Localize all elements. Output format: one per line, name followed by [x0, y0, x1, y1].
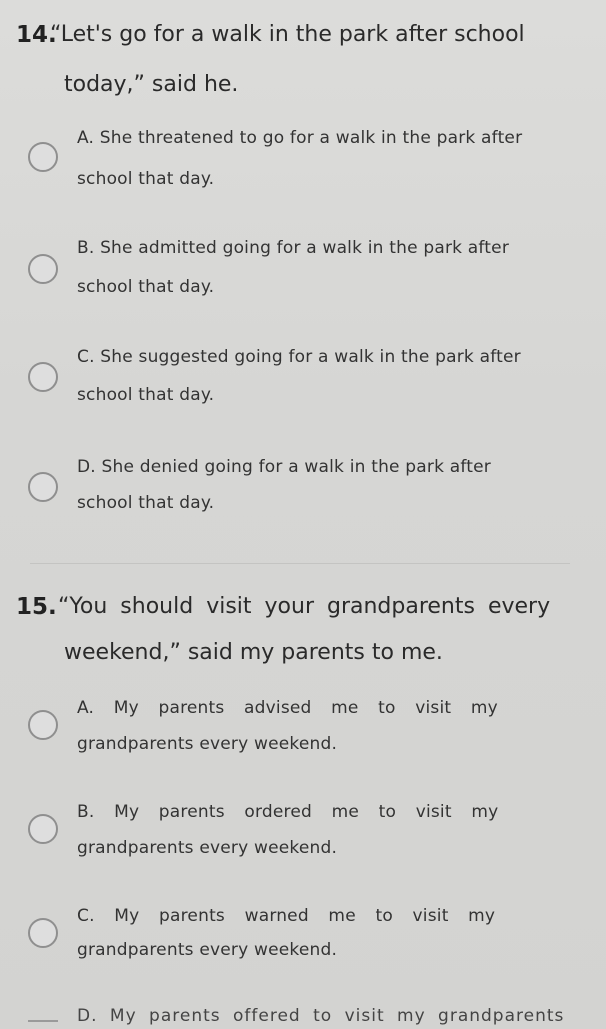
- question-number: 15.: [16, 594, 57, 620]
- option-label: C. My parents warned me to visit my: [77, 906, 496, 926]
- radio-button[interactable]: [28, 710, 58, 740]
- question-divider: [30, 563, 570, 564]
- option-15-a[interactable]: [0, 690, 606, 790]
- option-label: school that day.: [77, 493, 215, 513]
- option-label: C. She suggested going for a walk in the park after: [77, 347, 521, 367]
- option-14-b[interactable]: [0, 232, 606, 332]
- question-prompt-line: “You should visit your grandparents every: [58, 594, 551, 619]
- option-label: school that day.: [77, 385, 215, 405]
- option-label: school that day.: [77, 169, 215, 189]
- question-prompt-line: weekend,” said my parents to me.: [64, 640, 443, 665]
- option-14-c[interactable]: [0, 342, 606, 442]
- option-label: A. My parents advised me to visit my: [77, 698, 498, 718]
- radio-button[interactable]: [28, 142, 58, 172]
- option-15-c[interactable]: [0, 902, 606, 1002]
- question-prompt-line: “Let's go for a walk in the park after school: [50, 22, 525, 47]
- radio-button[interactable]: [28, 814, 58, 844]
- option-label-partial: D. My parents offered to visit my grandparents: [77, 1006, 565, 1026]
- option-label: school that day.: [77, 277, 215, 297]
- radio-button-partial[interactable]: [28, 1020, 58, 1022]
- option-label: D. She denied going for a walk in the park after: [77, 457, 491, 477]
- option-14-a[interactable]: [0, 120, 606, 220]
- option-label: A. She threatened to go for a walk in the park after: [77, 128, 523, 148]
- option-label: B. My parents ordered me to visit my: [77, 802, 499, 822]
- radio-button[interactable]: [28, 362, 58, 392]
- radio-button[interactable]: [28, 918, 58, 948]
- option-label: grandparents every weekend.: [77, 940, 338, 960]
- radio-button[interactable]: [28, 254, 58, 284]
- question-number: 14.: [16, 22, 57, 48]
- option-label: B. She admitted going for a walk in the park after: [77, 238, 510, 258]
- option-14-d[interactable]: [0, 452, 606, 552]
- option-label: grandparents every weekend.: [77, 838, 338, 858]
- option-15-b[interactable]: [0, 798, 606, 898]
- option-label: grandparents every weekend.: [77, 734, 338, 754]
- radio-button[interactable]: [28, 472, 58, 502]
- question-prompt-line: today,” said he.: [64, 72, 239, 97]
